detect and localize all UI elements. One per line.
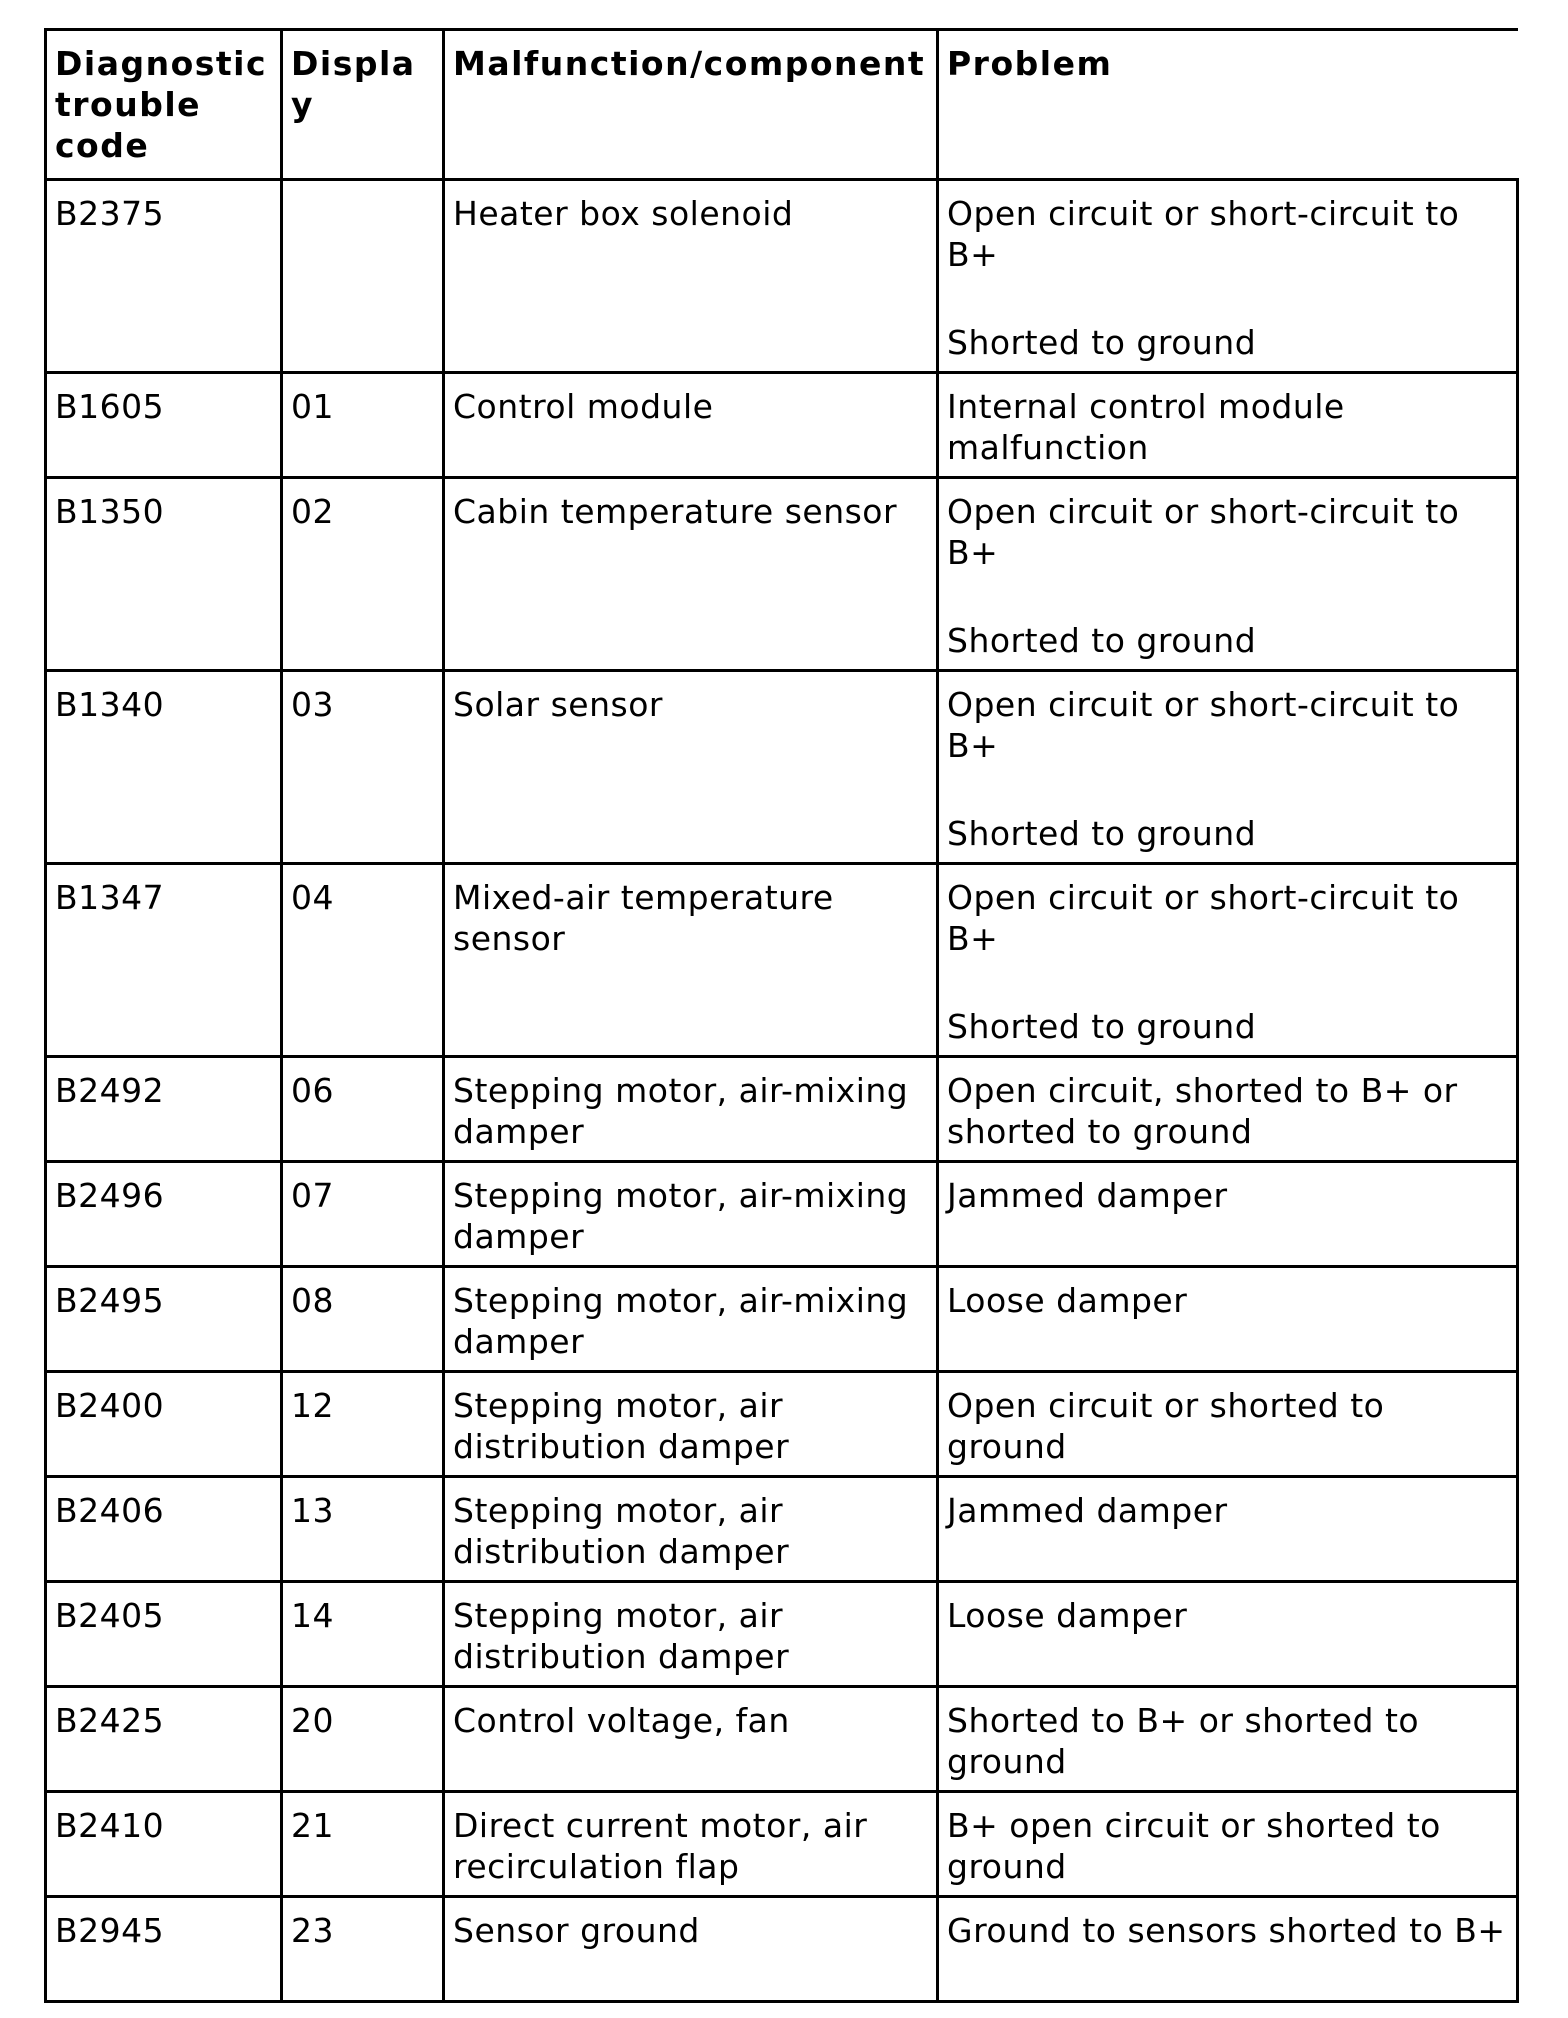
cell-problem [938,180,1518,373]
cell-display: 23 [282,1897,444,2002]
cell-component: Stepping motor, air-mixing damper [444,1267,938,1372]
header-problem: Problem [938,30,1518,180]
problem-line: Open circuit or short-circuit to B+ [947,685,1460,765]
problem-line: Ground to sensors shorted to B+ [947,1911,1506,1950]
table-row [46,1582,1518,1687]
cell-problem [938,373,1518,478]
cell-problem [938,1162,1518,1267]
problem-line: Shorted to ground [947,814,1257,853]
cell-display: 04 [282,864,444,1057]
problem-line: Open circuit or short-circuit to B+ [947,878,1460,958]
problem-line: Shorted to ground [947,1007,1257,1046]
table-row [46,373,1518,478]
cell-code: B2945 [46,1897,282,2002]
cell-display: 01 [282,373,444,478]
header-malfunction-component: Malfunction/component [444,30,938,180]
problem-line: Jammed damper [947,1176,1228,1215]
cell-code: B1350 [46,478,282,671]
cell-component: Sensor ground [444,1897,938,2002]
table-row [46,1477,1518,1582]
problem-line: Loose damper [947,1281,1188,1320]
cell-problem [938,1267,1518,1372]
cell-component: Mixed-air temperature sensor [444,864,938,1057]
table-row [46,1267,1518,1372]
table-row [46,671,1518,864]
cell-component: Solar sensor [444,671,938,864]
table-row [46,1897,1518,2002]
cell-code: B1347 [46,864,282,1057]
problem-line: Loose damper [947,1596,1188,1635]
problem-line: Shorted to B+ or shorted to ground [947,1701,1420,1781]
cell-problem [938,1057,1518,1162]
cell-display: 08 [282,1267,444,1372]
cell-problem [938,671,1518,864]
cell-code: B2406 [46,1477,282,1582]
cell-code: B1605 [46,373,282,478]
header-diagnostic-trouble-code: Diagnostic trouble code [46,30,282,180]
header-display: Display [282,30,444,180]
table-row [46,1162,1518,1267]
cell-component: Cabin temperature sensor [444,478,938,671]
problem-line: Jammed damper [947,1491,1228,1530]
cell-display: 03 [282,671,444,864]
cell-code: B2400 [46,1372,282,1477]
cell-problem [938,864,1518,1057]
problem-line: Open circuit or short-circuit to B+ [947,194,1460,274]
table-row [46,1687,1518,1792]
cell-display [282,180,444,373]
cell-code: B2492 [46,1057,282,1162]
table-header-row [46,30,1518,180]
problem-line: Open circuit, shorted to B+ or shorted to ground [947,1071,1458,1151]
table-row [46,864,1518,1057]
table-row [46,478,1518,671]
problem-line: Internal control module malfunction [947,387,1345,467]
cell-component: Direct current motor, air recirculation flap [444,1792,938,1897]
cell-component: Stepping motor, air-mixing damper [444,1162,938,1267]
cell-component: Stepping motor, air-mixing damper [444,1057,938,1162]
cell-code: B2495 [46,1267,282,1372]
cell-display: 02 [282,478,444,671]
cell-component: Control voltage, fan [444,1687,938,1792]
table-row [46,1057,1518,1162]
table-body [46,180,1518,2002]
cell-problem [938,1477,1518,1582]
cell-display: 13 [282,1477,444,1582]
cell-component: Control module [444,373,938,478]
cell-problem [938,1792,1518,1897]
cell-code: B2425 [46,1687,282,1792]
cell-code: B2375 [46,180,282,373]
cell-display: 06 [282,1057,444,1162]
cell-problem [938,478,1518,671]
cell-code: B2410 [46,1792,282,1897]
cell-display: 12 [282,1372,444,1477]
cell-component: Stepping motor, air distribution damper [444,1372,938,1477]
cell-component: Heater box solenoid [444,180,938,373]
cell-display: 14 [282,1582,444,1687]
problem-line: Open circuit or shorted to ground [947,1386,1385,1466]
cell-display: 20 [282,1687,444,1792]
cell-code: B2405 [46,1582,282,1687]
cell-problem [938,1687,1518,1792]
cell-problem [938,1582,1518,1687]
cell-component: Stepping motor, air distribution damper [444,1582,938,1687]
cell-problem [938,1372,1518,1477]
table-row [46,1792,1518,1897]
cell-code: B2496 [46,1162,282,1267]
cell-display: 21 [282,1792,444,1897]
cell-display: 07 [282,1162,444,1267]
table-row [46,1372,1518,1477]
table-row [46,180,1518,373]
problem-line: Open circuit or short-circuit to B+ [947,492,1460,572]
problem-line: B+ open circuit or shorted to ground [947,1806,1441,1886]
diagnostic-trouble-code-table [44,28,1519,2003]
problem-line: Shorted to ground [947,323,1257,362]
cell-component: Stepping motor, air distribution damper [444,1477,938,1582]
cell-problem [938,1897,1518,2002]
problem-line: Shorted to ground [947,621,1257,660]
cell-code: B1340 [46,671,282,864]
